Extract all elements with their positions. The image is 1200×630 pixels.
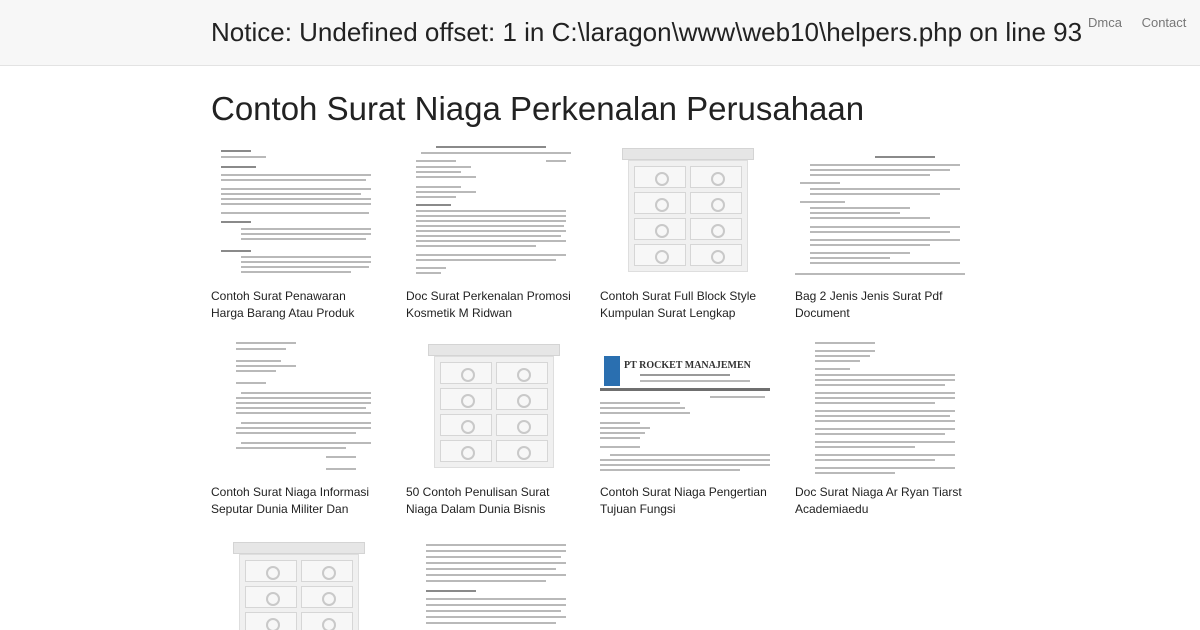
nav-link-contact[interactable]: Contact [1141,15,1187,30]
letter-thumbnail[interactable] [795,146,965,280]
gallery-card[interactable] [406,146,576,322]
letter-document-image [211,342,381,476]
letter-thumbnail[interactable] [600,342,770,476]
card-caption [795,484,965,518]
card-link[interactable]: Contoh Surat Penawaran Harga Barang Atau Produk [211,289,355,320]
card-caption [795,288,965,322]
card-link[interactable]: Bag 2 Jenis Jenis Surat Pdf Document [795,289,943,320]
card-link[interactable]: 50 Contoh Penulisan Surat Niaga Dalam Dunia Bisnis [406,485,550,516]
card-caption [211,288,381,322]
page-title: Contoh Surat Niaga Perkenalan Perusahaan [211,90,865,127]
gallery-card[interactable] [600,146,770,322]
letter-document-image [406,146,576,280]
letter-thumbnail[interactable] [211,342,381,476]
top-bar [0,0,1200,66]
php-notice: Notice: Undefined offset: 1 in C:\laragon\www\web10\helpers.php on line 93 [211,17,1083,47]
gallery-card[interactable] [211,146,381,322]
gallery-card[interactable] [795,342,965,518]
cabinet-thumbnail[interactable] [600,146,770,280]
drawer-cabinet-image [600,146,770,280]
card-link[interactable]: Doc Surat Niaga Ar Ryan Tiarst Academiaedu [795,485,962,516]
letter-document-image [600,342,770,476]
nav-link-dmca[interactable]: Dmca [1088,15,1122,30]
cabinet-thumbnail[interactable] [211,540,381,630]
letter-thumbnail[interactable] [211,146,381,280]
drawer-cabinet-image [406,342,576,476]
card-link[interactable]: Contoh Surat Niaga Informasi Seputar Dunia Militer Dan [211,485,370,516]
letter-thumbnail[interactable] [406,540,576,630]
card-link[interactable]: Doc Surat Perkenalan Promosi Kosmetik M Ridwan [406,289,571,320]
card-link[interactable]: Contoh Surat Niaga Pengertian Tujuan Fungsi [600,485,767,516]
letter-document-image [795,146,965,280]
top-nav [1088,15,1200,30]
rocket-logo-icon [604,356,620,386]
card-caption [600,484,770,518]
gallery-card[interactable] [406,540,576,630]
letter-document-image [406,540,576,630]
gallery-card[interactable] [211,342,381,518]
card-caption [211,484,381,518]
letter-thumbnail[interactable] [795,342,965,476]
card-caption [406,484,576,518]
gallery-card[interactable] [795,146,965,322]
cabinet-thumbnail[interactable] [406,342,576,476]
gallery-card[interactable] [211,540,381,630]
card-caption [600,288,770,322]
card-link[interactable]: Contoh Surat Full Block Style Kumpulan Surat Lengkap [600,289,757,320]
gallery-card[interactable] [406,342,576,518]
gallery-card[interactable] [600,342,770,518]
card-caption [406,288,576,322]
letter-document-image [211,146,381,280]
drawer-cabinet-image [211,540,381,630]
letter-thumbnail[interactable] [406,146,576,280]
letterhead-company-name: PT ROCKET MANAJEMEN [624,360,751,371]
letter-document-image [795,342,965,476]
